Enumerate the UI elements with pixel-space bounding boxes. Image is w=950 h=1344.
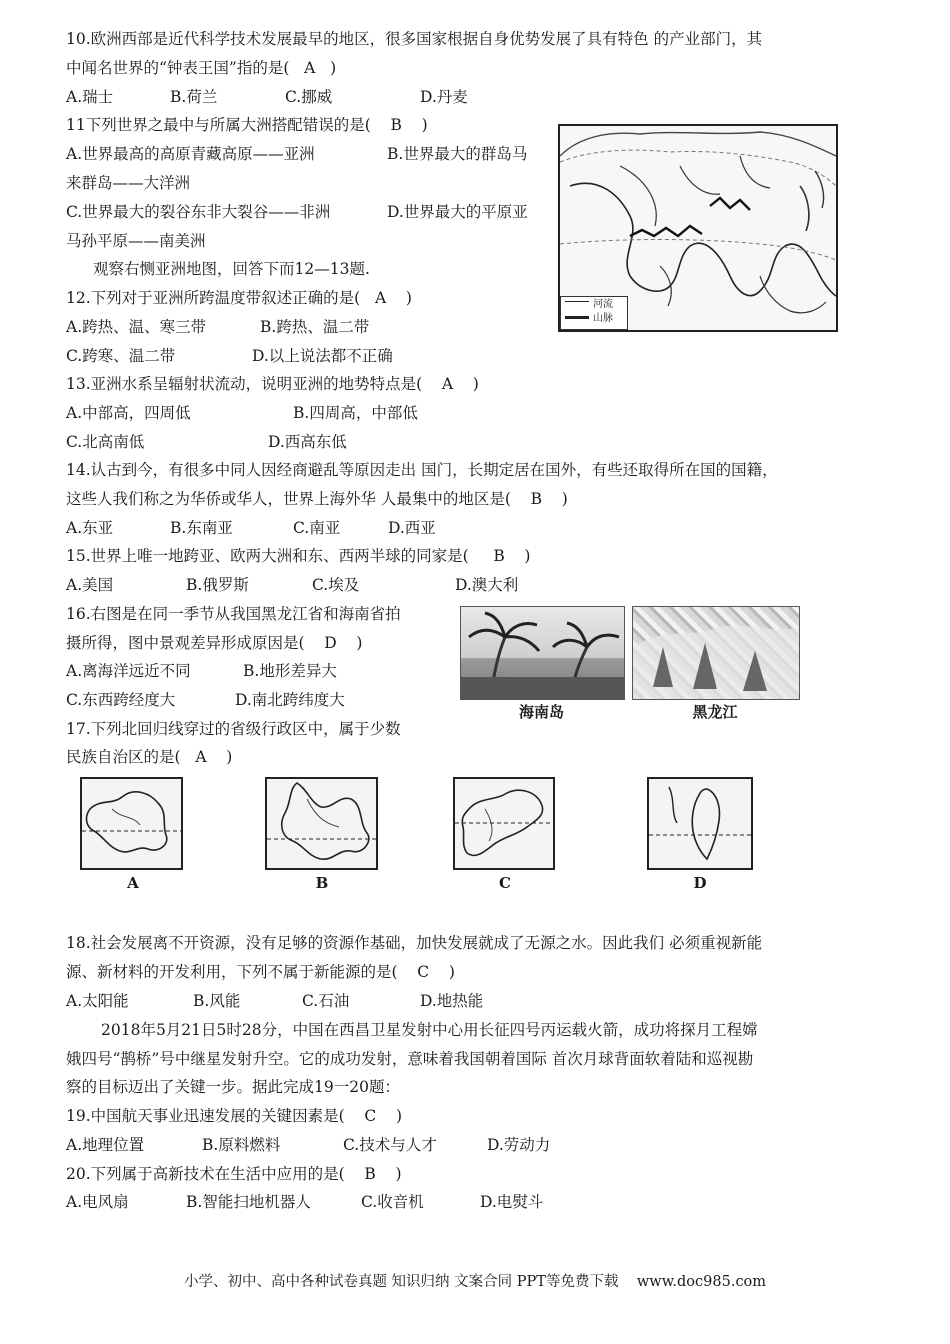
q11-stem: 11下列世界之最中与所属大洲搭配错误的是( B ) bbox=[66, 116, 428, 134]
q14-option-d: D.西亚 bbox=[388, 519, 436, 537]
q10-option-c: C.挪威 bbox=[285, 88, 333, 106]
q16-stem-line1: 16.右图是在同一季节从我国黑龙江省和海南省拍 bbox=[66, 605, 401, 623]
q17-label-b: B bbox=[315, 874, 329, 892]
hainan-caption: 海南岛 bbox=[518, 703, 564, 721]
q15-stem: 15.世界上唯一地跨亚、欧两大洲和东、西两半球的同家是( B ) bbox=[66, 547, 531, 565]
legend-mountain-symbol bbox=[565, 316, 589, 319]
hainan-photo bbox=[460, 606, 625, 700]
q20-option-b: B.智能扫地机器人 bbox=[186, 1193, 311, 1211]
q19-option-b: B.原料燃料 bbox=[202, 1136, 281, 1154]
q14-stem-line2: 这些人我们称之为华侨或华人，世界上海外华 人最集中的地区是( B ) bbox=[66, 490, 568, 508]
q16-option-a: A.离海洋远近不同 bbox=[66, 662, 191, 680]
asia-map bbox=[558, 124, 838, 332]
q11-option-a: A.世界最高的高原青藏高原——亚洲 bbox=[66, 145, 315, 163]
q17-map-a bbox=[80, 777, 183, 870]
q18-stem-line1: 18.社会发展离不开资源，没有足够的资源作基础，加快发展就成了无源之水。因此我们 必须重视新能 bbox=[66, 934, 763, 952]
q12-option-b: B.跨热、温二带 bbox=[260, 318, 370, 336]
q17-map-b bbox=[265, 777, 378, 870]
taiwan-outline bbox=[649, 779, 751, 868]
q10-option-b: B.荷兰 bbox=[170, 88, 218, 106]
legend-mountain-label: 山脉 bbox=[593, 313, 613, 324]
q15-option-b: B.俄罗斯 bbox=[186, 576, 249, 594]
q19-option-a: A.地理位置 bbox=[66, 1136, 145, 1154]
q18-option-b: B.风能 bbox=[193, 992, 241, 1010]
q14-option-b: B.东南亚 bbox=[170, 519, 233, 537]
q11-option-d: D.世界最大的平原亚 bbox=[387, 203, 528, 221]
q12-13-intro: 观察右恻亚洲地图，回答下而12—13题. bbox=[93, 260, 370, 278]
q11-option-c: C.世界最大的裂谷东非大裂谷——非洲 bbox=[66, 203, 331, 221]
q20-option-d: D.电熨斗 bbox=[480, 1193, 544, 1211]
q12-option-d: D.以上说法都不正确 bbox=[252, 347, 393, 365]
q11-option-b: B.世界最大的群岛马 bbox=[387, 145, 528, 163]
q10-stem-line2: 中闻名世界的“钟表王国”指的是( A ) bbox=[66, 59, 337, 77]
q13-option-b: B.四周高，中部低 bbox=[293, 404, 418, 422]
q10-stem-line1: 10.欧洲西部是近代科学技术发展最早的地区，很多国家根据自身优势发展了具有特色 的产业部门，其 bbox=[66, 30, 763, 48]
q19-option-c: C.技术与人才 bbox=[343, 1136, 437, 1154]
q19-20-intro-line1: 2018年5月21日5时28分，中国在西昌卫星发射中心用长征四号丙运载火箭，成功将探月工程嫦 bbox=[101, 1021, 758, 1039]
q20-option-a: A.电风扇 bbox=[66, 1193, 129, 1211]
q19-stem: 19.中国航天事业迅速发展的关键因素是( C ) bbox=[66, 1107, 403, 1125]
q17-label-a: A bbox=[127, 874, 139, 892]
q10-option-d: D.丹麦 bbox=[420, 88, 468, 106]
q12-option-c: C.跨寒、温二带 bbox=[66, 347, 176, 365]
q18-option-c: C.石油 bbox=[302, 992, 350, 1010]
q20-stem: 20.下列属于高新技术在生活中应用的是( B ) bbox=[66, 1165, 402, 1183]
q15-option-a: A.美国 bbox=[66, 576, 114, 594]
q14-stem-line1: 14.认古到今，有很多中同人因经商避乱等原因走出 国门，长期定居在国外，有些还取得所在国的国籍， bbox=[66, 461, 778, 479]
q16-option-b: B.地形差异大 bbox=[243, 662, 337, 680]
legend-river-symbol bbox=[565, 301, 589, 302]
q11-option-d-cont: 马孙平原——南美洲 bbox=[66, 232, 206, 250]
q14-option-c: C.南亚 bbox=[293, 519, 341, 537]
guangdong-outline bbox=[455, 779, 553, 868]
q15-option-c: C.埃及 bbox=[312, 576, 360, 594]
page-footer: 小学、初中、高中各种试卷真题 知识归纳 文案合同 PPT等免费下载 www.doc985.com bbox=[183, 1274, 767, 1290]
q17-map-d bbox=[647, 777, 753, 870]
q17-map-c bbox=[453, 777, 555, 870]
q15-option-d: D.澳大利 bbox=[455, 576, 519, 594]
guangxi-outline bbox=[82, 779, 181, 868]
q18-stem-line2: 源、新材料的开发利用，下列不属于新能源的是( C ) bbox=[66, 963, 455, 981]
q11-option-b-cont: 来群岛——大洋洲 bbox=[66, 174, 191, 192]
palm-trees-illustration bbox=[461, 607, 624, 699]
q16-option-c: C.东西跨经度大 bbox=[66, 691, 176, 709]
asia-map-legend bbox=[560, 296, 628, 330]
yunnan-outline bbox=[267, 779, 376, 868]
q17-label-c: C bbox=[499, 874, 511, 892]
q18-option-d: D.地热能 bbox=[420, 992, 484, 1010]
q16-option-d: D.南北跨纬度大 bbox=[235, 691, 345, 709]
q17-stem-line2: 民族自治区的是( A ) bbox=[66, 748, 233, 766]
q12-stem: 12.下列对于亚洲所跨温度带叙述正确的是( A ) bbox=[66, 289, 412, 307]
legend-river-label: 河流 bbox=[593, 299, 613, 310]
q13-option-a: A.中部高，四周低 bbox=[66, 404, 191, 422]
q13-option-d: D.西高东低 bbox=[268, 433, 347, 451]
q10-option-a: A.瑞士 bbox=[66, 88, 114, 106]
q20-option-c: C.收音机 bbox=[361, 1193, 424, 1211]
q16-stem-line2: 摄所得，图中景观差异形成原因是( D ) bbox=[66, 634, 363, 652]
q17-stem-line1: 17.下列北回归线穿过的省级行政区中，属于少数 bbox=[66, 720, 401, 738]
q18-option-a: A.太阳能 bbox=[66, 992, 129, 1010]
q17-label-d: D bbox=[693, 874, 707, 892]
heilongjiang-photo bbox=[632, 606, 800, 700]
q19-20-intro-line2: 娥四号“鹊桥”号中继星发射升空。它的成功发射，意味着我国朝着国际 首次月球背面软着陆和巡视勘 bbox=[66, 1050, 754, 1068]
q13-option-c: C.北高南低 bbox=[66, 433, 145, 451]
q19-option-d: D.劳动力 bbox=[487, 1136, 551, 1154]
q14-option-a: A.东亚 bbox=[66, 519, 114, 537]
snow-forest-illustration bbox=[633, 607, 799, 699]
q19-20-intro-line3: 察的目标迈出了关键一步。据此完成19一20题： bbox=[66, 1078, 400, 1096]
q13-stem: 13.亚洲水系呈辐射状流动，说明亚洲的地势特点是( A ) bbox=[66, 375, 479, 393]
heilongjiang-caption: 黑龙江 bbox=[692, 703, 738, 721]
q12-option-a: A.跨热、温、寒三带 bbox=[66, 318, 207, 336]
